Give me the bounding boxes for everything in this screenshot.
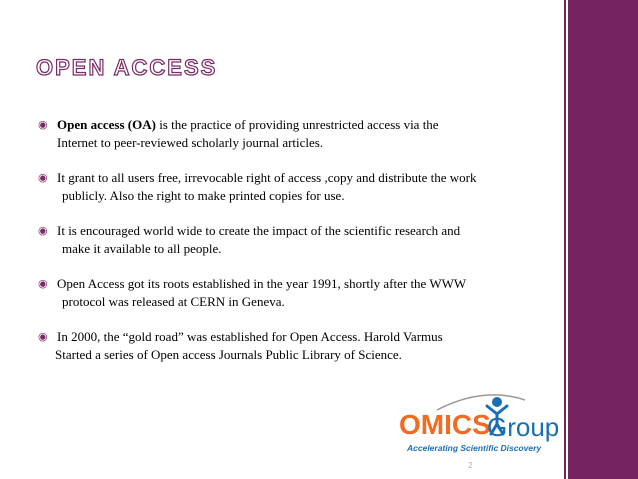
bullet-text: It grant to all users free, irrevocable right of access ,copy and distribute the work xyxy=(57,170,477,185)
omics-group-logo xyxy=(393,392,563,458)
bullet-text-line2: protocol was released at CERN in Geneva. xyxy=(62,294,285,309)
accent-line xyxy=(564,0,566,479)
bullet-circle-icon: ◉ xyxy=(38,171,48,184)
bullet-circle-icon: ◉ xyxy=(38,224,48,237)
bullet-circle-icon: ◉ xyxy=(38,277,48,290)
logo-swoosh xyxy=(437,395,525,410)
bullet-item-open-access xyxy=(34,116,534,152)
bullet-item-roots xyxy=(34,275,534,311)
bullet-text-line2: Started a series of Open access Journals Public Library of Science. xyxy=(55,347,402,362)
logo-text-group: Group xyxy=(487,412,560,442)
bullet-list xyxy=(34,116,534,381)
bullet-item-gold-road xyxy=(34,328,534,364)
bullet-item-rights xyxy=(34,169,534,205)
bullet-text: It is encouraged world wide to create the impact of the scientific research and xyxy=(57,223,461,238)
logo-tagline: Accelerating Scientific Discovery xyxy=(407,443,542,453)
bullet-text: Open Access got its roots established in the year 1991, shortly after the WWW xyxy=(57,276,467,291)
logo-figure-head-icon xyxy=(492,397,502,407)
right-accent-bar xyxy=(568,0,638,479)
bullet-text-line2: publicly. Also the right to make printed copies for use. xyxy=(62,188,345,203)
bullet-text: In 2000, the “gold road” was established for Open Access. Harold Varmus xyxy=(57,329,443,344)
bullet-text-line2: make it available to all people. xyxy=(62,241,222,256)
bullet-circle-icon: ◉ xyxy=(38,330,48,343)
slide-title: OPEN ACCESS xyxy=(36,55,218,80)
page-number: 2 xyxy=(468,461,473,470)
bullet-circle-icon: ◉ xyxy=(38,118,48,131)
bullet-lead-bold: Open access (OA) xyxy=(57,117,156,132)
bullet-text: is the practice of providing unrestricted access via the xyxy=(155,117,439,132)
bullet-text-line2: Internet to peer-reviewed scholarly journal articles. xyxy=(57,135,324,150)
logo-text-omics: OMICS xyxy=(399,409,491,440)
bullet-item-encouraged xyxy=(34,222,534,258)
